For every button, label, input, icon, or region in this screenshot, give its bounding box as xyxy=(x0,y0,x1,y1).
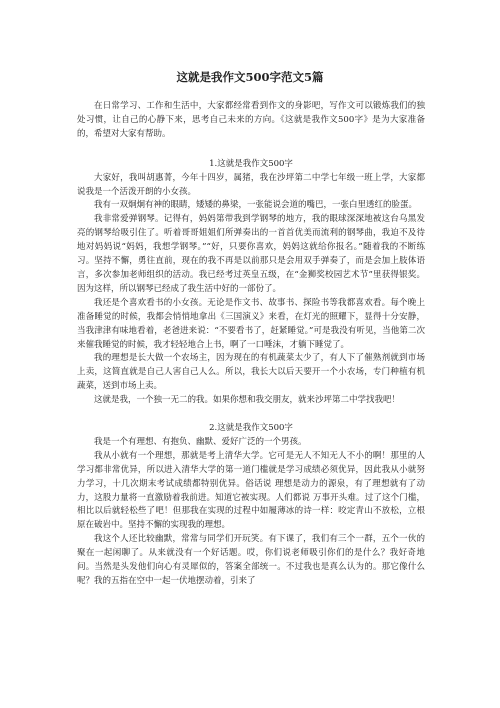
section-gap xyxy=(77,408,425,422)
paragraph: 这就是我，一个独一无二的我。如果你想和我交朋友，就来沙坪第二中学找我吧！ xyxy=(94,395,401,406)
article-body xyxy=(77,100,425,589)
section-heading-2: 2.这就是我作文500字 xyxy=(209,423,293,434)
paragraph: 我从小就有一个理想，那就是考上清华大学。它可是无人不知无人不小的啊！那里的人学习都非常优异，所以进入清华大学的第一道门槛就是学习成绩必须优异，因此我从小就努力学习，十几次期末考试成绩都特别优异。俗话说 理想是动力的源泉，有了理想就有了动力，这股力量将一直激励着我前进。知道它被实现。人们都说 万事开头难。过了这个门槛，相比以后就轻松些了吧！但那我在实现的过程中如履薄冰的诗一样：咬定青山不放松，立根原在破岩中。坚持不懈的实现我的理想。 xyxy=(77,450,425,531)
paragraph: 我的理想是长大做一个农场主，因为现在的有机蔬菜太少了，有人下了催熟剂就到市场上卖，这简直就是自己人害自己人么。所以，我长大以后天要开一个小农场，专门种植有机蔬菜，送到市场上卖。 xyxy=(77,353,425,392)
paragraph: 我是一个有理想、有抱负、幽默、爱好广泛的一个男孩。 xyxy=(94,436,307,447)
intro-paragraph: 在日常学习、工作和生活中，大家都经常看到作文的身影吧，写作文可以锻炼我们的独处习惯，让自己的心静下来，思考自己未来的方向。《这就是我作文500字》是为大家准备的，希望对大家有帮助。 xyxy=(77,101,425,139)
section-gap xyxy=(77,142,425,158)
paragraph: 我非常爱弹钢琴。记得有，妈妈第带我到学钢琴的地方，我的眼球深深地被这台乌黑发亮的钢琴给吸引住了。听着哥哥姐姐们所弹奏出的一首首优美而流利的钢琴曲，我迫不及待地对妈妈说“妈妈，我想学钢琴。”“好，只要你喜欢，妈妈这就给你报名。”随着我的不断练习。坚持不懈，勇往直前，现在的我不再是以前那只是会用双手弹奏了，而是会加上肢体语言，多次参加老师组织的活动。我已经考过英皇五级，在“金狮奖校园艺术节”里获得银奖。因为这样，所以钢琴已经成了我生活中好的一部份了。 xyxy=(77,214,425,294)
paragraph: 大家好，我叫胡惠菁，今年十四岁，属猪，我在沙坪第二中学七年级一班上学，大家都说我是一个活泼开朗的小女孩。 xyxy=(77,172,425,197)
paragraph: 我有一双炯炯有神的眼睛，矮矮的鼻梁，一张能说会道的嘴巴，一张白里透红的脸蛋。 xyxy=(94,200,418,211)
section-heading-1: 1.这就是我作文500字 xyxy=(209,158,293,169)
paragraph: 我这个人还比较幽默，常常与同学们开玩笑。有下课了，我们有三个一群，五个一伙的聚在一起闲聊了。从来就没有一个好话题。哎，你们说老师吸引你们的是什么？我好奇地问。当然是头发他们向心有灵犀似的，答案全部统一。不过我也是真么认为的。那它像什么呢？我的五指在空中一起一伏地摆动着，引来了 xyxy=(77,534,425,586)
paragraph: 我还是个喜欢看书的小女孩。无论是作文书、故事书、探险书等我都喜欢看。每个晚上准备睡觉的时候，我都会悄悄地拿出《三国演义》来看，在灯光的照耀下，显得十分安静，当我津津有味地看着，老爸进来说：“不要看书了，赶紧睡觉。”可是我没有听见，当他第二次来催我睡觉的时候，我才轻轻地合上书，啊了一口唾沫，才躺下睡觉了。 xyxy=(77,297,425,350)
page-title: 这就是我作文500字范文5篇 xyxy=(176,70,324,84)
